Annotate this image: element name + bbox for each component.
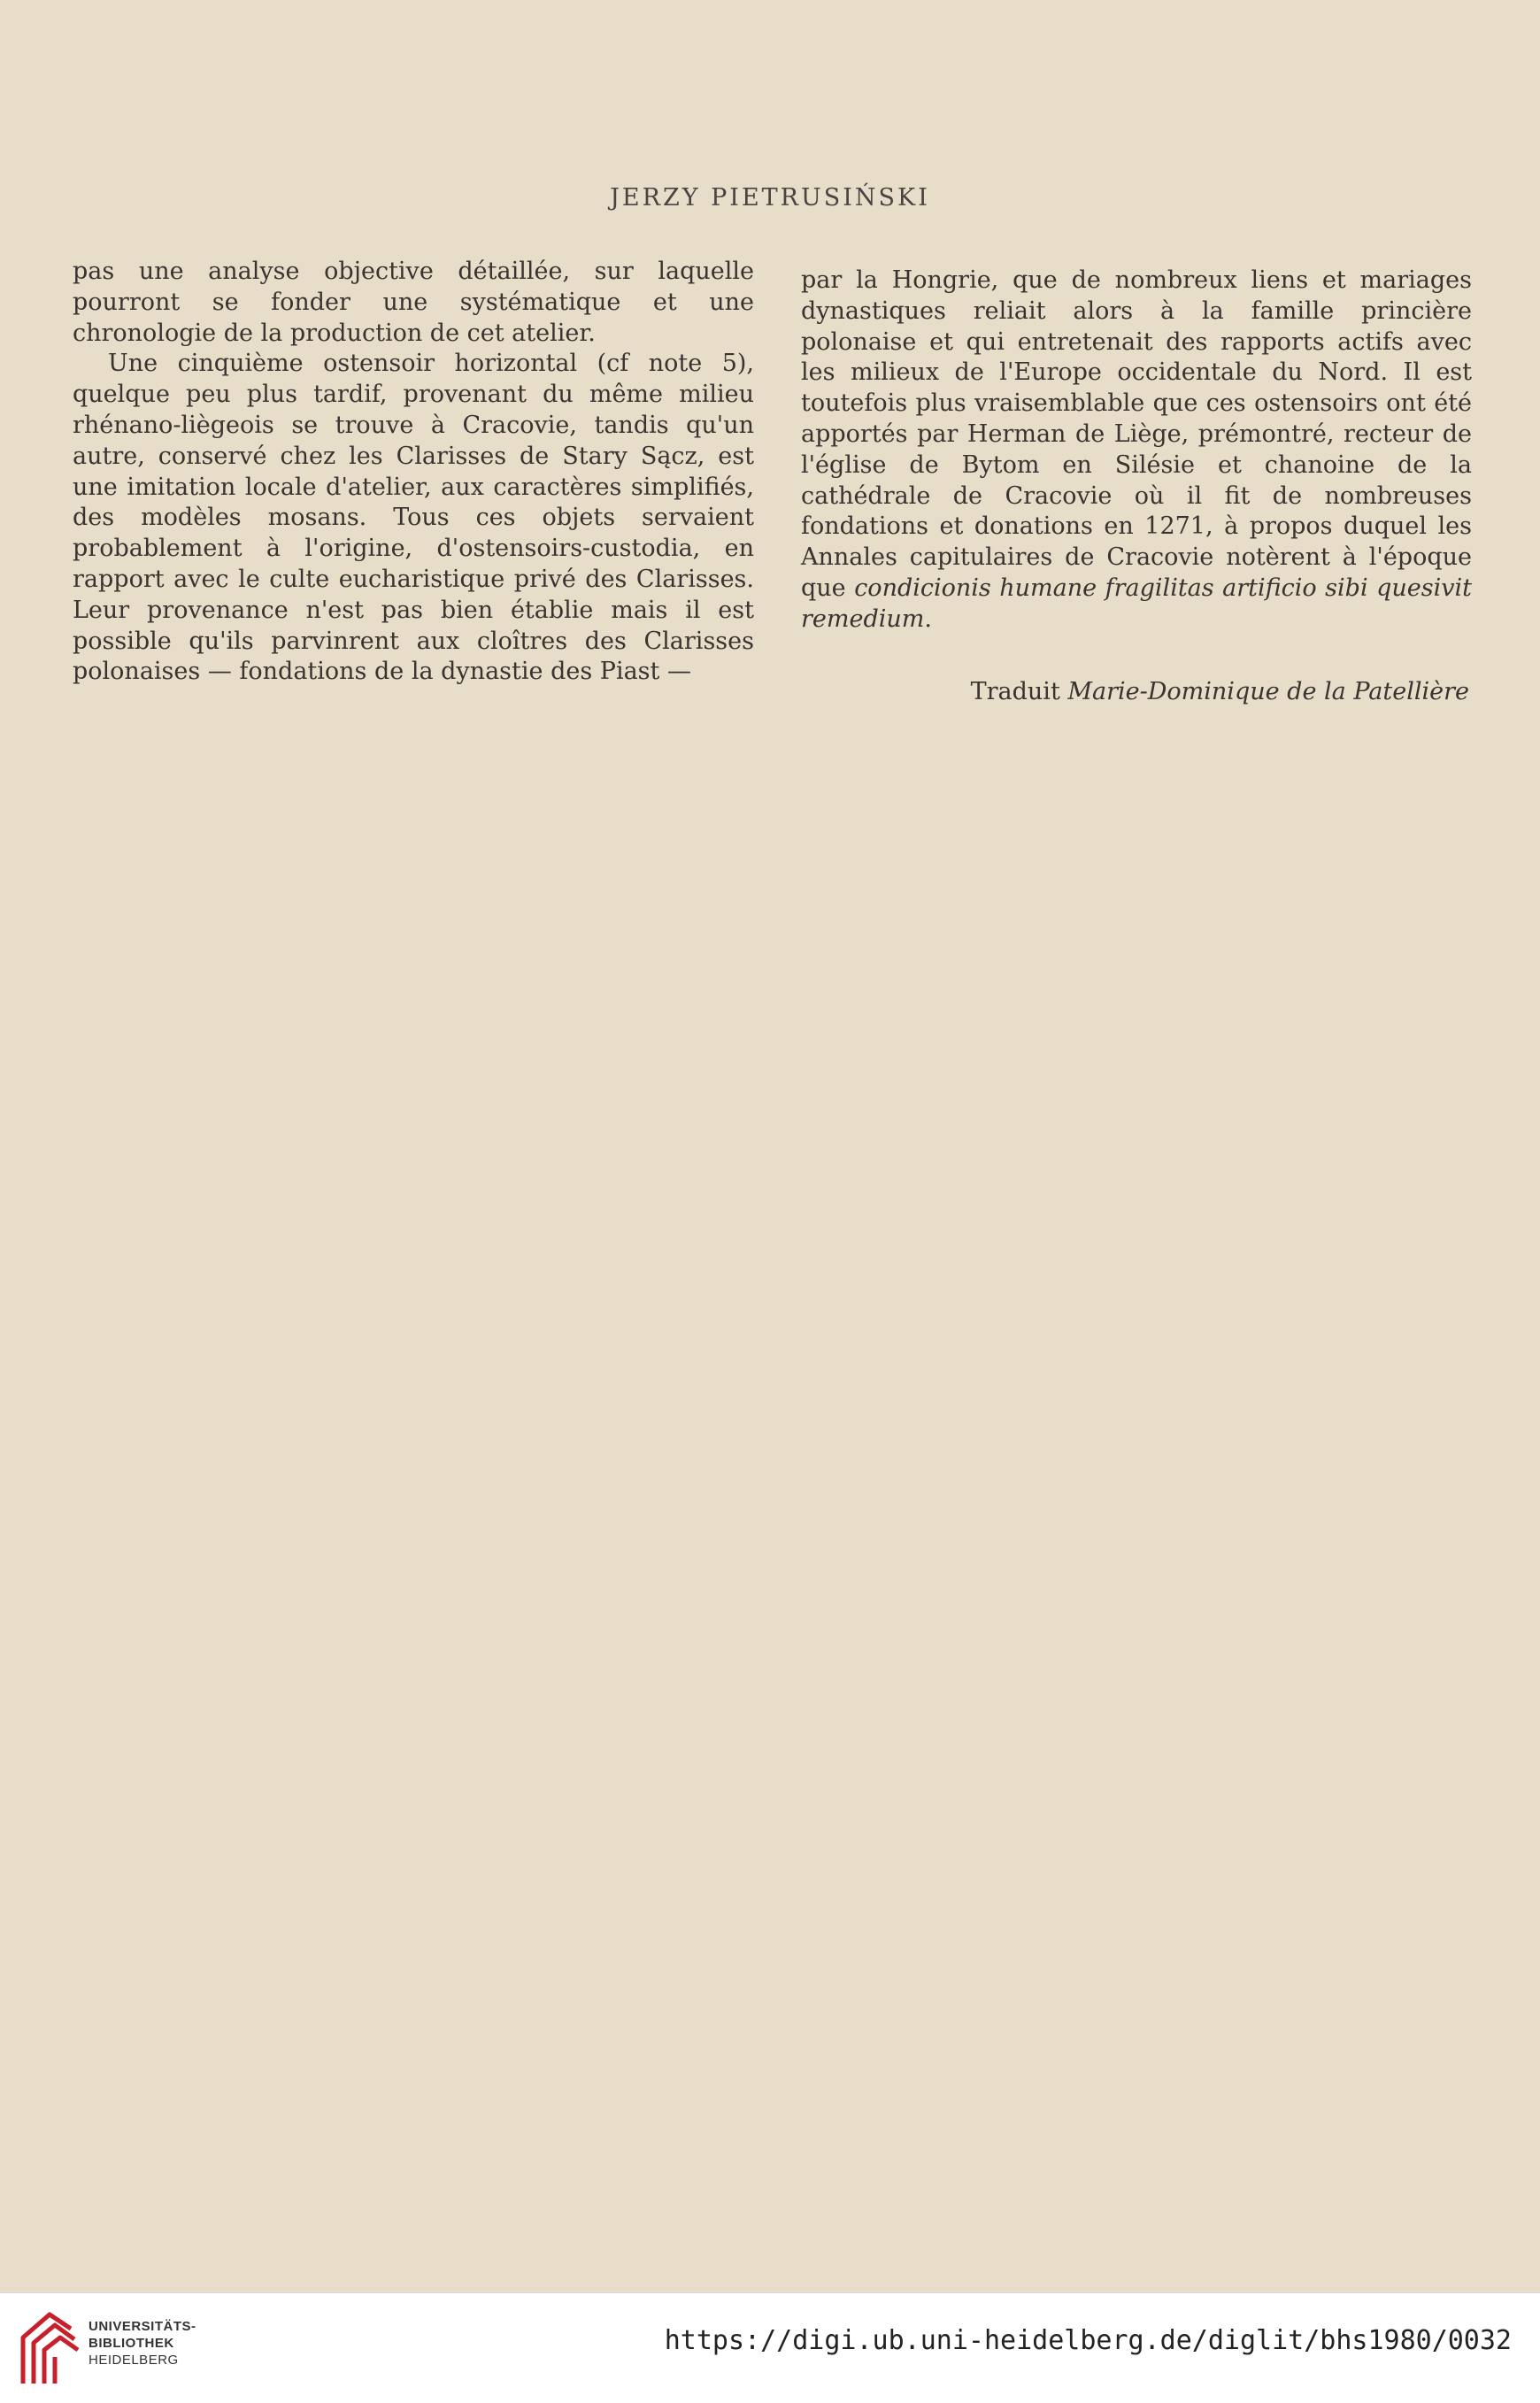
left-column	[73, 257, 754, 688]
library-name[interactable]	[89, 2318, 196, 2368]
left-paragraph-1: pas une analyse objective détaillée, sur laquelle pourront se fonder une systématique et une chronologie de la production de cet atelier.	[73, 258, 754, 347]
right-paragraph	[801, 266, 1472, 635]
heidelberg-library-logo-icon[interactable]	[16, 2307, 87, 2389]
latin-quote: condicionis humane fragilitas artificio sibi quesivit remedium	[801, 574, 1472, 633]
translator-name: Marie-Dominique de la Patellière	[1067, 678, 1469, 705]
translator-signature	[971, 678, 1469, 705]
right-paragraph-text: par la Hongrie, que de nombreux liens et mariages dynastiques reliait alors à la famille princière polonaise et qui entretenait des rapports actifs avec les milieux de l'Europe occidentale du Nord. Il est toutefois plus vraisemblable que ces ostensoirs ont été apportés par Herman de Liège, prémontré, recteur de l'église de Bytom en Silésie et chanoine de la cathédrale de Cracovie où il fit de nombreuses fondations et donations en 1271, à propos duquel les Annales capitulaires de Cracovie notèrent à l'époque que	[801, 266, 1472, 602]
document-url-link[interactable]: https://digi.ub.uni-heidelberg.de/diglit/bhs1980/0032	[664, 2325, 1512, 2356]
right-paragraph-end: .	[924, 605, 932, 633]
footer-bar	[0, 2292, 1540, 2403]
right-column	[801, 266, 1472, 635]
left-paragraph-2: Une cinquième ostensoir horizontal (cf note 5), quelque peu plus tardif, provenant du même milieu rhénano-liègeois se trouve à Cracovie, tandis qu'un autre, conservé chez les Clarisses de Stary Sącz, est une imitation locale d'atelier, aux caractères simplifiés, des modèles mosans. Tous ces objets servaient probablement à l'origine, d'ostensoirs-custodia, en rapport avec le culte eucharistique privé des Clarisses. Leur provenance n'est pas bien établie mais il est possible qu'ils parvinrent aux cloîtres des Clarisses polonaises — fondations de la dynastie des Piast —	[73, 350, 754, 686]
running-title: JERZY PIETRUSIŃSKI	[610, 184, 930, 212]
signature-prefix: Traduit	[970, 678, 1060, 705]
library-line-1: UNIVERSITÄTS-	[89, 2319, 196, 2334]
library-line-2: BIBLIOTHEK	[89, 2336, 174, 2351]
library-line-3: HEIDELBERG	[89, 2353, 179, 2368]
